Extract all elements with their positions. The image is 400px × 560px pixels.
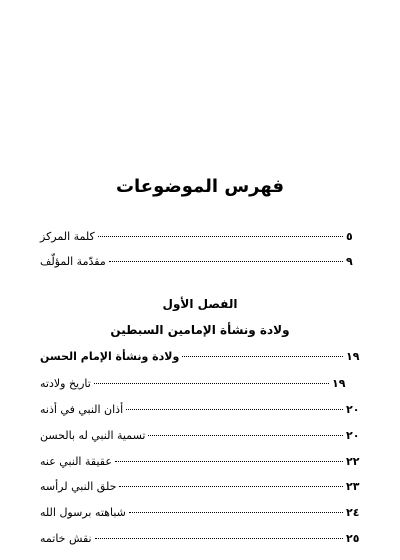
leader-dots	[126, 409, 343, 410]
toc-entry-page: ٢٣	[346, 480, 360, 493]
leader-dots	[182, 356, 343, 357]
front-matter-list	[40, 0, 360, 560]
toc-entry-page: ٢٤	[346, 506, 360, 519]
toc-entry[interactable]	[40, 403, 360, 417]
toc-entry-label: حلق النبي لرأسه	[40, 480, 117, 493]
leader-dots	[95, 538, 343, 539]
toc-entry-page: ٢٠	[346, 403, 360, 416]
toc-entry-label: كلمة المركز	[40, 230, 95, 243]
toc-entry-label: عقيقة النبي عنه	[40, 455, 112, 468]
toc-entry-page: ٢٥	[346, 532, 360, 545]
chapter-heading: الفصل الأول	[162, 297, 238, 311]
toc-entry[interactable]	[40, 455, 360, 469]
page-title: فهرس الموضوعات	[115, 176, 285, 197]
toc-entry[interactable]	[40, 429, 360, 443]
leader-dots	[148, 435, 343, 436]
toc-entry-page: ٢٢	[346, 455, 360, 468]
leader-dots	[129, 512, 343, 513]
toc-entry-label: مقدّمة المؤلّف	[40, 255, 106, 268]
toc-entry-label: تاريخ ولادته	[40, 377, 91, 390]
leader-dots	[115, 461, 343, 462]
toc-entry-label: تسمية النبي له بالحسن	[40, 429, 146, 442]
toc-entry[interactable]	[40, 350, 360, 364]
toc-entry-label: أذان النبي في أذنه	[40, 403, 124, 416]
toc-entry[interactable]	[40, 480, 360, 494]
leader-dots	[98, 236, 343, 237]
leader-dots	[119, 486, 343, 487]
toc-entry[interactable]	[40, 377, 346, 391]
toc-entry-page: ٩	[346, 255, 353, 268]
toc-entry[interactable]	[40, 255, 360, 269]
toc-entry[interactable]	[40, 532, 360, 546]
toc-entry[interactable]	[40, 506, 360, 520]
toc-entry-label: شباهته برسول الله	[40, 506, 126, 519]
leader-dots	[109, 261, 343, 262]
toc-entry-label: ولادة ونشأة الإمام الحسن	[40, 350, 180, 363]
toc-entry[interactable]	[40, 230, 360, 244]
toc-entry-label: نقش خاتمه	[40, 532, 92, 545]
chapter-subheading: ولادة ونشأة الإمامين السبطين	[110, 323, 290, 337]
leader-dots	[94, 383, 329, 384]
toc-entry-page: ٥	[346, 230, 353, 243]
toc-entry-page: ١٩	[332, 377, 346, 390]
toc-entry-page: ١٩	[346, 350, 360, 363]
toc-entry-page: ٢٠	[346, 429, 360, 442]
